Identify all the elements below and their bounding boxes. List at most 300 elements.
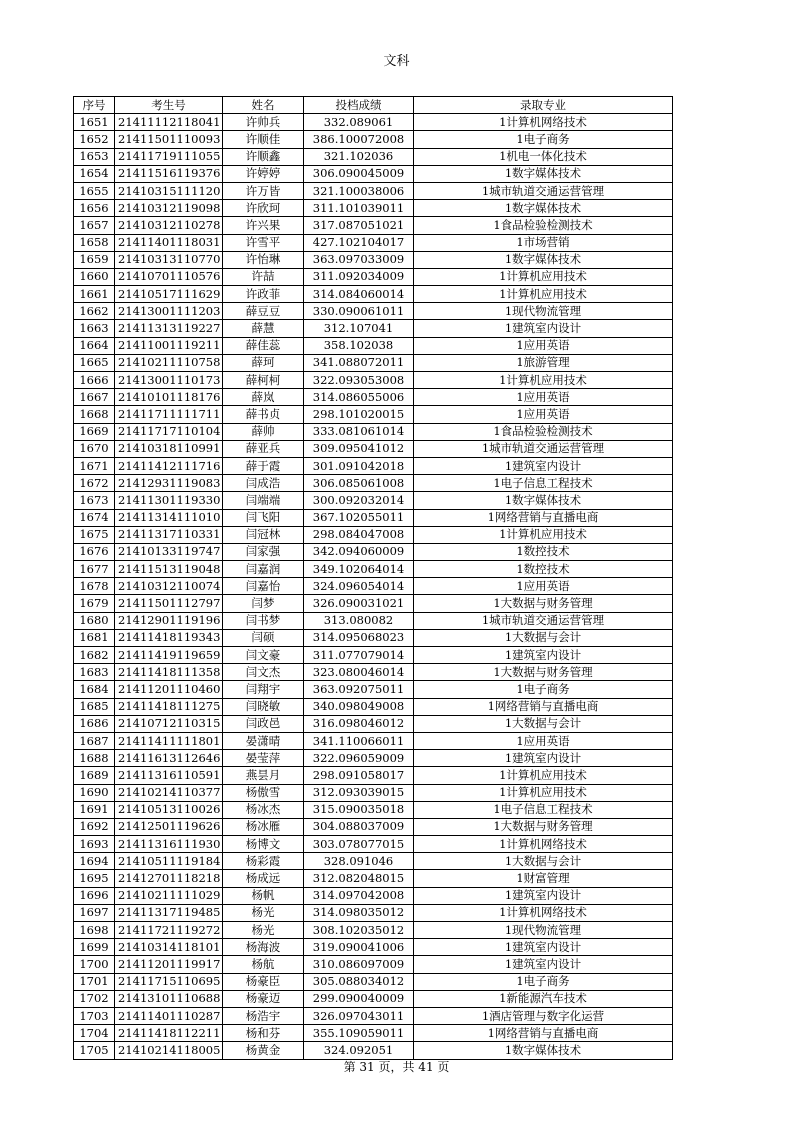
cell-seq: 1702 (74, 990, 115, 1007)
cell-name: 闫成浩 (223, 475, 304, 492)
table-row (74, 251, 673, 268)
cell-seq: 1673 (74, 492, 115, 509)
cell-score: 311.077079014 (304, 647, 414, 664)
cell-score: 349.102064014 (304, 561, 414, 578)
table-row (74, 165, 673, 182)
cell-name: 杨彩霞 (223, 853, 304, 870)
cell-seq: 1678 (74, 578, 115, 595)
cell-major: 1数字媒体技术 (414, 1042, 673, 1059)
cell-major: 1数字媒体技术 (414, 165, 673, 182)
cell-exam-id: 21410318110991 (115, 440, 223, 457)
cell-exam-id: 21411419119659 (115, 647, 223, 664)
header-seq: 序号 (74, 97, 115, 114)
cell-score: 314.097042008 (304, 887, 414, 904)
cell-score: 341.088072011 (304, 354, 414, 371)
cell-exam-id: 21410701110576 (115, 268, 223, 285)
cell-seq: 1666 (74, 372, 115, 389)
cell-seq: 1699 (74, 939, 115, 956)
table-row (74, 904, 673, 921)
cell-major: 1数控技术 (414, 561, 673, 578)
cell-seq: 1656 (74, 200, 115, 217)
cell-seq: 1675 (74, 526, 115, 543)
cell-score: 306.090045009 (304, 165, 414, 182)
cell-score: 304.088037009 (304, 818, 414, 835)
admission-table (73, 96, 673, 1060)
cell-exam-id: 21411418112211 (115, 1025, 223, 1042)
table-row (74, 389, 673, 406)
cell-exam-id: 21412501119626 (115, 818, 223, 835)
cell-name: 闫飞阳 (223, 509, 304, 526)
cell-name: 薛柯柯 (223, 372, 304, 389)
table-row (74, 784, 673, 801)
cell-exam-id: 21410315111120 (115, 182, 223, 199)
cell-name: 杨冰雁 (223, 818, 304, 835)
cell-seq: 1701 (74, 973, 115, 990)
cell-major: 1食品检验检测技术 (414, 423, 673, 440)
table-row (74, 870, 673, 887)
cell-name: 闫嘉润 (223, 561, 304, 578)
cell-seq: 1696 (74, 887, 115, 904)
cell-score: 317.087051021 (304, 217, 414, 234)
cell-exam-id: 21411715110695 (115, 973, 223, 990)
table-row (74, 836, 673, 853)
cell-name: 杨豪迈 (223, 990, 304, 1007)
cell-seq: 1686 (74, 715, 115, 732)
cell-score: 314.086055006 (304, 389, 414, 406)
cell-seq: 1679 (74, 595, 115, 612)
cell-name: 许帅兵 (223, 114, 304, 131)
cell-name: 闫端端 (223, 492, 304, 509)
cell-exam-id: 21411317110331 (115, 526, 223, 543)
cell-name: 闫梦 (223, 595, 304, 612)
cell-name: 燕昙月 (223, 767, 304, 784)
cell-score: 315.090035018 (304, 801, 414, 818)
table-row (74, 922, 673, 939)
cell-major: 1计算机应用技术 (414, 784, 673, 801)
table-row (74, 234, 673, 251)
cell-name: 许万皆 (223, 182, 304, 199)
cell-name: 许顺佳 (223, 131, 304, 148)
cell-name: 薛亚兵 (223, 440, 304, 457)
cell-major: 1建筑室内设计 (414, 956, 673, 973)
cell-major: 1应用英语 (414, 406, 673, 423)
table-row (74, 767, 673, 784)
cell-score: 322.093053008 (304, 372, 414, 389)
cell-score: 312.107041 (304, 320, 414, 337)
cell-name: 许政菲 (223, 286, 304, 303)
cell-seq: 1703 (74, 1007, 115, 1024)
table-row (74, 509, 673, 526)
cell-name: 杨成远 (223, 870, 304, 887)
cell-seq: 1685 (74, 698, 115, 715)
cell-exam-id: 21411717110104 (115, 423, 223, 440)
cell-major: 1大数据与会计 (414, 629, 673, 646)
cell-score: 311.101039011 (304, 200, 414, 217)
cell-name: 闫家强 (223, 543, 304, 560)
cell-name: 许兴果 (223, 217, 304, 234)
cell-name: 薛书贞 (223, 406, 304, 423)
cell-major: 1大数据与会计 (414, 853, 673, 870)
cell-seq: 1687 (74, 732, 115, 749)
cell-exam-id: 21411001119211 (115, 337, 223, 354)
cell-seq: 1689 (74, 767, 115, 784)
cell-exam-id: 21411301119330 (115, 492, 223, 509)
cell-seq: 1654 (74, 165, 115, 182)
cell-name: 闫书梦 (223, 612, 304, 629)
cell-exam-id: 21411418111358 (115, 664, 223, 681)
cell-name: 闫嘉怡 (223, 578, 304, 595)
cell-exam-id: 21411501112797 (115, 595, 223, 612)
cell-score: 308.102035012 (304, 922, 414, 939)
cell-exam-id: 21410214118005 (115, 1042, 223, 1059)
cell-exam-id: 21410312119098 (115, 200, 223, 217)
cell-name: 晏潇晴 (223, 732, 304, 749)
cell-seq: 1695 (74, 870, 115, 887)
cell-exam-id: 21411401118031 (115, 234, 223, 251)
cell-name: 杨博文 (223, 836, 304, 853)
cell-name: 杨浩宇 (223, 1007, 304, 1024)
cell-seq: 1690 (74, 784, 115, 801)
cell-score: 326.097043011 (304, 1007, 414, 1024)
cell-score: 313.080082 (304, 612, 414, 629)
cell-name: 杨光 (223, 922, 304, 939)
cell-major: 1食品检验检测技术 (414, 217, 673, 234)
cell-major: 1计算机应用技术 (414, 526, 673, 543)
table-row (74, 1042, 673, 1059)
cell-major: 1大数据与会计 (414, 715, 673, 732)
page-title: 文科 (383, 54, 410, 69)
table-row (74, 217, 673, 234)
cell-seq: 1661 (74, 286, 115, 303)
table-row (74, 853, 673, 870)
cell-major: 1市场营销 (414, 234, 673, 251)
cell-score: 386.100072008 (304, 131, 414, 148)
table-row (74, 664, 673, 681)
cell-major: 1网络营销与直播电商 (414, 698, 673, 715)
table-row (74, 990, 673, 1007)
cell-seq: 1659 (74, 251, 115, 268)
cell-name: 杨海波 (223, 939, 304, 956)
cell-exam-id: 21410312110074 (115, 578, 223, 595)
table-row (74, 492, 673, 509)
cell-name: 许顺鑫 (223, 148, 304, 165)
cell-exam-id: 21410214110377 (115, 784, 223, 801)
header-major: 录取专业 (414, 97, 673, 114)
cell-seq: 1665 (74, 354, 115, 371)
cell-major: 1电子商务 (414, 131, 673, 148)
cell-exam-id: 21413001110173 (115, 372, 223, 389)
cell-score: 303.078077015 (304, 836, 414, 853)
table-row (74, 956, 673, 973)
cell-exam-id: 21410101118176 (115, 389, 223, 406)
cell-seq: 1688 (74, 750, 115, 767)
cell-seq: 1668 (74, 406, 115, 423)
cell-major: 1大数据与财务管理 (414, 595, 673, 612)
cell-score: 321.102036 (304, 148, 414, 165)
cell-score: 316.098046012 (304, 715, 414, 732)
table-row (74, 337, 673, 354)
cell-major: 1应用英语 (414, 389, 673, 406)
cell-exam-id: 21410313110770 (115, 251, 223, 268)
cell-seq: 1692 (74, 818, 115, 835)
cell-major: 1建筑室内设计 (414, 647, 673, 664)
cell-major: 1应用英语 (414, 732, 673, 749)
cell-name: 杨傲雪 (223, 784, 304, 801)
cell-name: 许怡琳 (223, 251, 304, 268)
cell-major: 1建筑室内设计 (414, 320, 673, 337)
table-row (74, 612, 673, 629)
table-row (74, 750, 673, 767)
cell-exam-id: 21410312110278 (115, 217, 223, 234)
cell-exam-id: 21410712110315 (115, 715, 223, 732)
table-row (74, 440, 673, 457)
cell-name: 许婷婷 (223, 165, 304, 182)
cell-seq: 1680 (74, 612, 115, 629)
cell-exam-id: 21412931119083 (115, 475, 223, 492)
table-row (74, 939, 673, 956)
table-row (74, 303, 673, 320)
cell-exam-id: 21411516119376 (115, 165, 223, 182)
cell-score: 312.093039015 (304, 784, 414, 801)
cell-score: 330.090061011 (304, 303, 414, 320)
cell-name: 杨和芬 (223, 1025, 304, 1042)
cell-score: 298.091058017 (304, 767, 414, 784)
cell-score: 312.082048015 (304, 870, 414, 887)
cell-exam-id: 21410511119184 (115, 853, 223, 870)
cell-score: 333.081061014 (304, 423, 414, 440)
cell-exam-id: 21411411111801 (115, 732, 223, 749)
cell-seq: 1681 (74, 629, 115, 646)
cell-seq: 1670 (74, 440, 115, 457)
table-row (74, 1007, 673, 1024)
cell-score: 319.090041006 (304, 939, 414, 956)
cell-major: 1城市轨道交通运营管理 (414, 440, 673, 457)
cell-name: 晏莹萍 (223, 750, 304, 767)
cell-score: 322.096059009 (304, 750, 414, 767)
cell-name: 闫冠林 (223, 526, 304, 543)
cell-name: 薛帅 (223, 423, 304, 440)
cell-name: 杨黄金 (223, 1042, 304, 1059)
table-row (74, 595, 673, 612)
cell-seq: 1660 (74, 268, 115, 285)
cell-exam-id: 21410517111629 (115, 286, 223, 303)
header-score: 投档成绩 (304, 97, 414, 114)
table-row (74, 887, 673, 904)
table-row (74, 629, 673, 646)
cell-major: 1电子商务 (414, 681, 673, 698)
cell-seq: 1700 (74, 956, 115, 973)
table-row (74, 698, 673, 715)
cell-score: 298.084047008 (304, 526, 414, 543)
cell-seq: 1657 (74, 217, 115, 234)
cell-seq: 1669 (74, 423, 115, 440)
page-footer: 第 31 页，共 41 页 (343, 1060, 450, 1074)
cell-name: 许欣珂 (223, 200, 304, 217)
cell-major: 1计算机网络技术 (414, 904, 673, 921)
cell-name: 闫文豪 (223, 647, 304, 664)
cell-seq: 1705 (74, 1042, 115, 1059)
cell-seq: 1658 (74, 234, 115, 251)
cell-exam-id: 21410133119747 (115, 543, 223, 560)
cell-name: 闫翔宇 (223, 681, 304, 698)
cell-score: 305.088034012 (304, 973, 414, 990)
cell-exam-id: 21411513119048 (115, 561, 223, 578)
cell-score: 328.091046 (304, 853, 414, 870)
cell-seq: 1676 (74, 543, 115, 560)
cell-exam-id: 21413001111203 (115, 303, 223, 320)
cell-seq: 1691 (74, 801, 115, 818)
cell-name: 闫晓敏 (223, 698, 304, 715)
cell-major: 1网络营销与直播电商 (414, 509, 673, 526)
cell-exam-id: 21411316111930 (115, 836, 223, 853)
table-row (74, 543, 673, 560)
table-row (74, 131, 673, 148)
cell-seq: 1651 (74, 114, 115, 131)
cell-score: 342.094060009 (304, 543, 414, 560)
table-header-row (74, 97, 673, 114)
cell-score: 367.102055011 (304, 509, 414, 526)
cell-exam-id: 21411317119485 (115, 904, 223, 921)
table-row (74, 973, 673, 990)
cell-score: 341.110066011 (304, 732, 414, 749)
cell-score: 363.097033009 (304, 251, 414, 268)
cell-seq: 1694 (74, 853, 115, 870)
cell-exam-id: 21411711111711 (115, 406, 223, 423)
cell-name: 闫政邑 (223, 715, 304, 732)
cell-name: 薛豆豆 (223, 303, 304, 320)
table-row (74, 801, 673, 818)
cell-seq: 1683 (74, 664, 115, 681)
cell-exam-id: 21410211110758 (115, 354, 223, 371)
cell-score: 321.100038006 (304, 182, 414, 199)
cell-exam-id: 21411314111010 (115, 509, 223, 526)
cell-major: 1数字媒体技术 (414, 200, 673, 217)
cell-name: 杨冰杰 (223, 801, 304, 818)
header-exam-id: 考生号 (115, 97, 223, 114)
table-row (74, 526, 673, 543)
table-row (74, 578, 673, 595)
cell-name: 杨豪臣 (223, 973, 304, 990)
cell-exam-id: 21412901119196 (115, 612, 223, 629)
table-row (74, 715, 673, 732)
table-row (74, 354, 673, 371)
cell-major: 1计算机应用技术 (414, 268, 673, 285)
table-row (74, 148, 673, 165)
cell-score: 323.080046014 (304, 664, 414, 681)
cell-seq: 1674 (74, 509, 115, 526)
cell-major: 1财富管理 (414, 870, 673, 887)
table-row (74, 681, 673, 698)
table-row (74, 1025, 673, 1042)
cell-exam-id: 21411721119272 (115, 922, 223, 939)
table-row (74, 114, 673, 131)
cell-major: 1建筑室内设计 (414, 887, 673, 904)
cell-seq: 1693 (74, 836, 115, 853)
cell-major: 1计算机网络技术 (414, 114, 673, 131)
cell-name: 杨光 (223, 904, 304, 921)
cell-score: 298.101020015 (304, 406, 414, 423)
cell-major: 1计算机应用技术 (414, 286, 673, 303)
cell-seq: 1663 (74, 320, 115, 337)
cell-name: 杨帆 (223, 887, 304, 904)
table-row (74, 182, 673, 199)
cell-exam-id: 21410211111029 (115, 887, 223, 904)
cell-seq: 1653 (74, 148, 115, 165)
table-body (74, 114, 673, 1059)
cell-score: 355.109059011 (304, 1025, 414, 1042)
cell-major: 1电子商务 (414, 973, 673, 990)
cell-exam-id: 21411316110591 (115, 767, 223, 784)
cell-major: 1电子信息工程技术 (414, 475, 673, 492)
cell-major: 1现代物流管理 (414, 922, 673, 939)
cell-score: 326.090031021 (304, 595, 414, 612)
cell-exam-id: 21411401110287 (115, 1007, 223, 1024)
cell-major: 1数控技术 (414, 543, 673, 560)
cell-seq: 1697 (74, 904, 115, 921)
cell-major: 1应用英语 (414, 578, 673, 595)
cell-seq: 1652 (74, 131, 115, 148)
cell-exam-id: 21411613112646 (115, 750, 223, 767)
cell-score: 332.089061 (304, 114, 414, 131)
cell-score: 301.091042018 (304, 457, 414, 474)
table-row (74, 818, 673, 835)
cell-seq: 1655 (74, 182, 115, 199)
cell-major: 1应用英语 (414, 337, 673, 354)
cell-exam-id: 21411412111716 (115, 457, 223, 474)
cell-seq: 1704 (74, 1025, 115, 1042)
cell-name: 杨航 (223, 956, 304, 973)
cell-seq: 1662 (74, 303, 115, 320)
cell-exam-id: 21410314118101 (115, 939, 223, 956)
cell-score: 324.092051 (304, 1042, 414, 1059)
cell-seq: 1664 (74, 337, 115, 354)
cell-score: 314.095068023 (304, 629, 414, 646)
cell-major: 1建筑室内设计 (414, 457, 673, 474)
cell-name: 薛珂 (223, 354, 304, 371)
cell-major: 1现代物流管理 (414, 303, 673, 320)
table-row (74, 320, 673, 337)
cell-exam-id: 21411112118041 (115, 114, 223, 131)
cell-exam-id: 21411201110460 (115, 681, 223, 698)
cell-major: 1计算机应用技术 (414, 372, 673, 389)
cell-score: 324.096054014 (304, 578, 414, 595)
cell-major: 1建筑室内设计 (414, 750, 673, 767)
cell-exam-id: 21410513110026 (115, 801, 223, 818)
cell-exam-id: 21412701118218 (115, 870, 223, 887)
table-row (74, 286, 673, 303)
cell-score: 299.090040009 (304, 990, 414, 1007)
cell-seq: 1672 (74, 475, 115, 492)
cell-exam-id: 21411201119917 (115, 956, 223, 973)
cell-major: 1城市轨道交通运营管理 (414, 612, 673, 629)
cell-exam-id: 21411418111275 (115, 698, 223, 715)
table-row (74, 423, 673, 440)
cell-exam-id: 21411501110093 (115, 131, 223, 148)
table-row (74, 268, 673, 285)
cell-major: 1数字媒体技术 (414, 251, 673, 268)
cell-score: 314.098035012 (304, 904, 414, 921)
cell-major: 1新能源汽车技术 (414, 990, 673, 1007)
table-row (74, 732, 673, 749)
cell-name: 许喆 (223, 268, 304, 285)
cell-score: 314.084060014 (304, 286, 414, 303)
cell-score: 311.092034009 (304, 268, 414, 285)
cell-major: 1大数据与财务管理 (414, 818, 673, 835)
cell-name: 闫硕 (223, 629, 304, 646)
table-row (74, 647, 673, 664)
table-row (74, 200, 673, 217)
cell-major: 1电子信息工程技术 (414, 801, 673, 818)
